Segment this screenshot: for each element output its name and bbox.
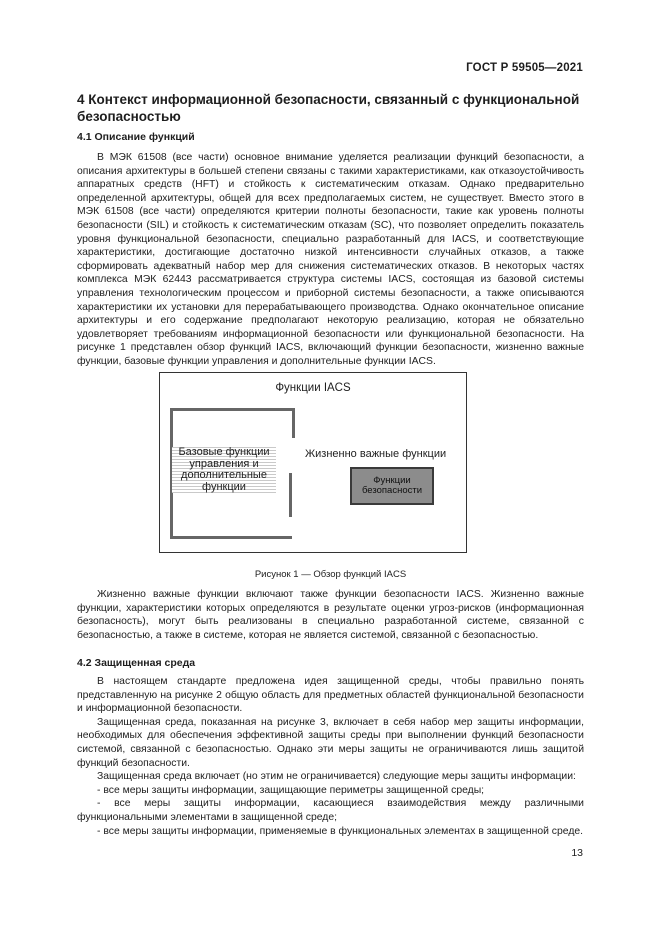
safety-functions-label: Функции безопасности [361,474,423,496]
after-figure-body [77,588,584,642]
safety-functions-box [350,467,434,505]
figure-title: Функции IACS [275,382,351,394]
list-item: - все меры защиты информации, защищающие периметры защищенной среды; [97,784,485,796]
standard-code: ГОСТ Р 59505—2021 [466,62,583,74]
list-item: - все меры защиты информации, применяемые в функциональных элементах в защищенной среде. [97,825,584,837]
section-title: 4 Контекст информационной безопасности, связанный с функциональной безопасностью [77,92,580,124]
subsection-title-4-1: 4.1 Описание функций [77,131,195,143]
subsection-title-4-2: 4.2 Защищенная среда [77,657,196,669]
paragraph: Защищенная среда, показанная на рисунке 3, включает в себя набор мер защиты информации, необходимых для обеспечения эффективной защиты среды при выполнении функций безопасности системой, связанной с безопасностью. Однако эти меры защиты не ограничиваются лишь защитой функций безопасности. [77,716,584,769]
paragraph: Защищенная среда включает (но этим не ограничивается) следующие меры защиты информации: [97,771,576,783]
figure-iacs-functions [159,372,467,553]
figure-caption: Рисунок 1 — Обзор функций IACS [254,569,407,580]
vital-functions-label: Жизненно важные функции [305,448,447,460]
paragraph: В настоящем стандарте предложена идея защищенной среды, чтобы правильно понять представленную на рисунке 2 общую область для предметных областей функциональной безопасности и информационной безопасности. [77,676,584,715]
basic-functions-box-edge [289,473,292,517]
list-item: - все меры защиты информации, касающиеся взаимодействия между различными функциональными элементами в защищенной среде; [77,798,584,823]
paragraph: В МЭК 61508 (все части) основное внимание уделяется реализации функций безопасности, а описания архитектуры в большей степени связаны с такими характеристиками, как отказоустойчивость аппаратных средств (HFT) и стойкость к систематическим отказам. Однако предварительно определенной архитектуры, общей для всех предполагаемых систем, не существует. Вместо этого в МЭК 61508 (все части) определяются критерии полноты безопасности, такие как уровень полноты безопасности (SIL) и стойкость к систематическим отказам (SC), что позволяет определить показатель уровня функциональной безопасности, специально разработанный для IACS, и соответствующие характеристики, достигающие достаточно низкой интенсивности случайных отказов, а также сформировать адекватный набор мер для снижения систематических отказов. В некоторых частях комплекса МЭК 62443 рассматривается структура системы IACS, состоящая из базовой системы управления технологическим процессом и приборной системы безопасности, а также описываются характеристики их установки для перерабатывающего производства. Однако окончательное описание архитектуры и его содержание предполагают некоторую реализацию, которая не обязательно удовлетворяет требованиям информационной безопасности или функциональной безопасности. На рисунке 1 представлен обзор функций IACS, включающий функции безопасности, жизненно важные функции, базовые функции управления и дополнительные функции IACS. [77,152,584,367]
basic-functions-label: Базовые функции управления и дополнительные функции [172,447,276,493]
paragraph: Жизненно важные функции включают также функции безопасности IACS. Жизненно важные функции, характеристики которых определяются в результате оценки угроз-рисков (информационная безопасность), могут быть реализованы в специально разработанной системе, связанной с безопасностью, а также в системе, которая не является системой, связанной с безопасностью. [77,589,584,641]
section-4-2-body [77,675,584,838]
page-number: 13 [571,847,583,859]
section-4-1-body [77,151,584,369]
